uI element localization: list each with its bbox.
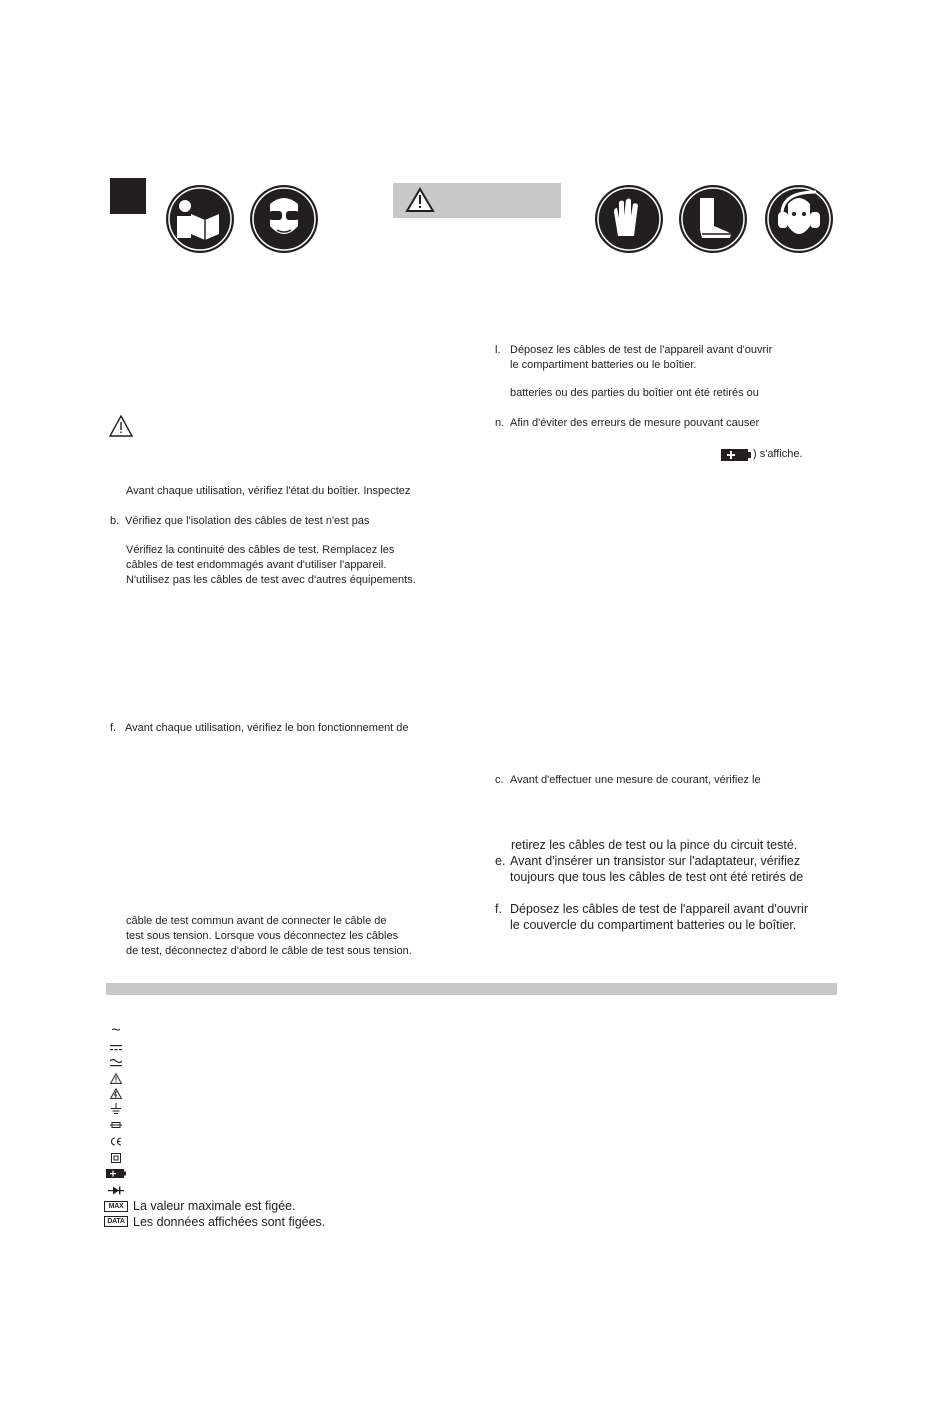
ground-icon <box>110 1103 122 1115</box>
right-item-e <box>495 853 803 885</box>
double-insulation-icon <box>111 1153 121 1163</box>
marker: c. <box>495 774 504 786</box>
item-text: toujours que tous les câbles de test ont été retirés de <box>510 870 804 884</box>
item-text: le compartiment batteries ou le boîtier. <box>510 359 697 371</box>
item-text: Afin d'éviter des erreurs de mesure pouvant causer <box>510 417 760 429</box>
boots-icon <box>678 184 748 254</box>
gloves-icon <box>594 184 664 254</box>
data-hold-text: Les données affichées sont figées. <box>133 1215 326 1229</box>
warning-triangle-icon <box>109 415 133 437</box>
left-block-end <box>126 914 412 959</box>
battery-suffix: ) s'affiche. <box>753 448 803 460</box>
data-hold-badge: DATA <box>104 1216 128 1227</box>
fuse-icon <box>110 1121 122 1129</box>
item-text: Déposez les câbles de test de l'appareil avant d'ouvrir <box>510 902 808 916</box>
marker: f. <box>110 722 117 734</box>
line: N'utilisez pas les câbles de test avec d'autres équipements. <box>126 574 416 586</box>
dc-icon <box>110 1044 122 1052</box>
battery-icon <box>106 1169 126 1178</box>
line: Vérifiez la continuité des câbles de test. Remplacez les <box>126 544 395 556</box>
item-text: Avant chaque utilisation, vérifiez le bon fonctionnement de <box>125 722 409 734</box>
safety-goggles-icon <box>249 184 319 254</box>
ce-mark-icon <box>110 1137 122 1146</box>
line: câbles de test endommagés avant d'utiliser l'appareil. <box>126 559 387 571</box>
right-item-f <box>495 901 808 933</box>
ac-dc-icon <box>110 1058 122 1068</box>
high-voltage-icon <box>110 1088 122 1099</box>
diode-icon <box>108 1186 124 1195</box>
battery-icon <box>721 449 751 461</box>
item-text: Vérifiez que l'isolation des câbles de test n'est pas <box>125 515 370 527</box>
right-item-l <box>495 343 772 373</box>
left-item-b <box>110 514 370 529</box>
marker: f. <box>495 902 502 916</box>
item-text: le couvercle du compartiment batteries ou le boîtier. <box>510 918 797 932</box>
right-line-d: retirez les câbles de test ou la pince du circuit testé. <box>511 838 798 852</box>
left-line-a: Avant chaque utilisation, vérifiez l'état du boîtier. Inspectez <box>126 485 411 497</box>
ear-protection-icon <box>764 184 834 254</box>
line: câble de test commun avant de connecter le câble de <box>126 915 387 927</box>
max-hold-text: La valeur maximale est figée. <box>133 1199 296 1213</box>
marker: b. <box>110 515 120 527</box>
caution-icon <box>110 1073 122 1084</box>
read-manual-icon <box>165 184 235 254</box>
left-block-c <box>126 543 416 588</box>
marker: n. <box>495 417 505 429</box>
item-text: Avant d'effectuer une mesure de courant, vérifiez le <box>510 774 761 786</box>
ac-icon: ~ <box>111 1022 121 1039</box>
warning-heading-bar <box>393 183 561 218</box>
left-item-f <box>110 721 409 736</box>
section-heading-bar <box>106 983 837 995</box>
item-text: Avant d'insérer un transistor sur l'adaptateur, vérifiez <box>510 854 801 868</box>
line: test sous tension. Lorsque vous déconnectez les câbles <box>126 930 399 942</box>
right-item-c <box>495 773 761 788</box>
right-line-m: batteries ou des parties du boîtier ont été retirés ou <box>510 387 759 399</box>
warning-triangle-icon <box>405 187 435 213</box>
item-text: Déposez les câbles de test de l'appareil avant d'ouvrir <box>510 344 773 356</box>
line: de test, déconnectez d'abord le câble de test sous tension. <box>126 945 412 957</box>
right-item-n <box>495 416 759 431</box>
language-tab <box>110 178 146 214</box>
marker: l. <box>495 344 501 356</box>
max-hold-badge: MAX <box>104 1201 128 1212</box>
marker: e. <box>495 854 506 868</box>
